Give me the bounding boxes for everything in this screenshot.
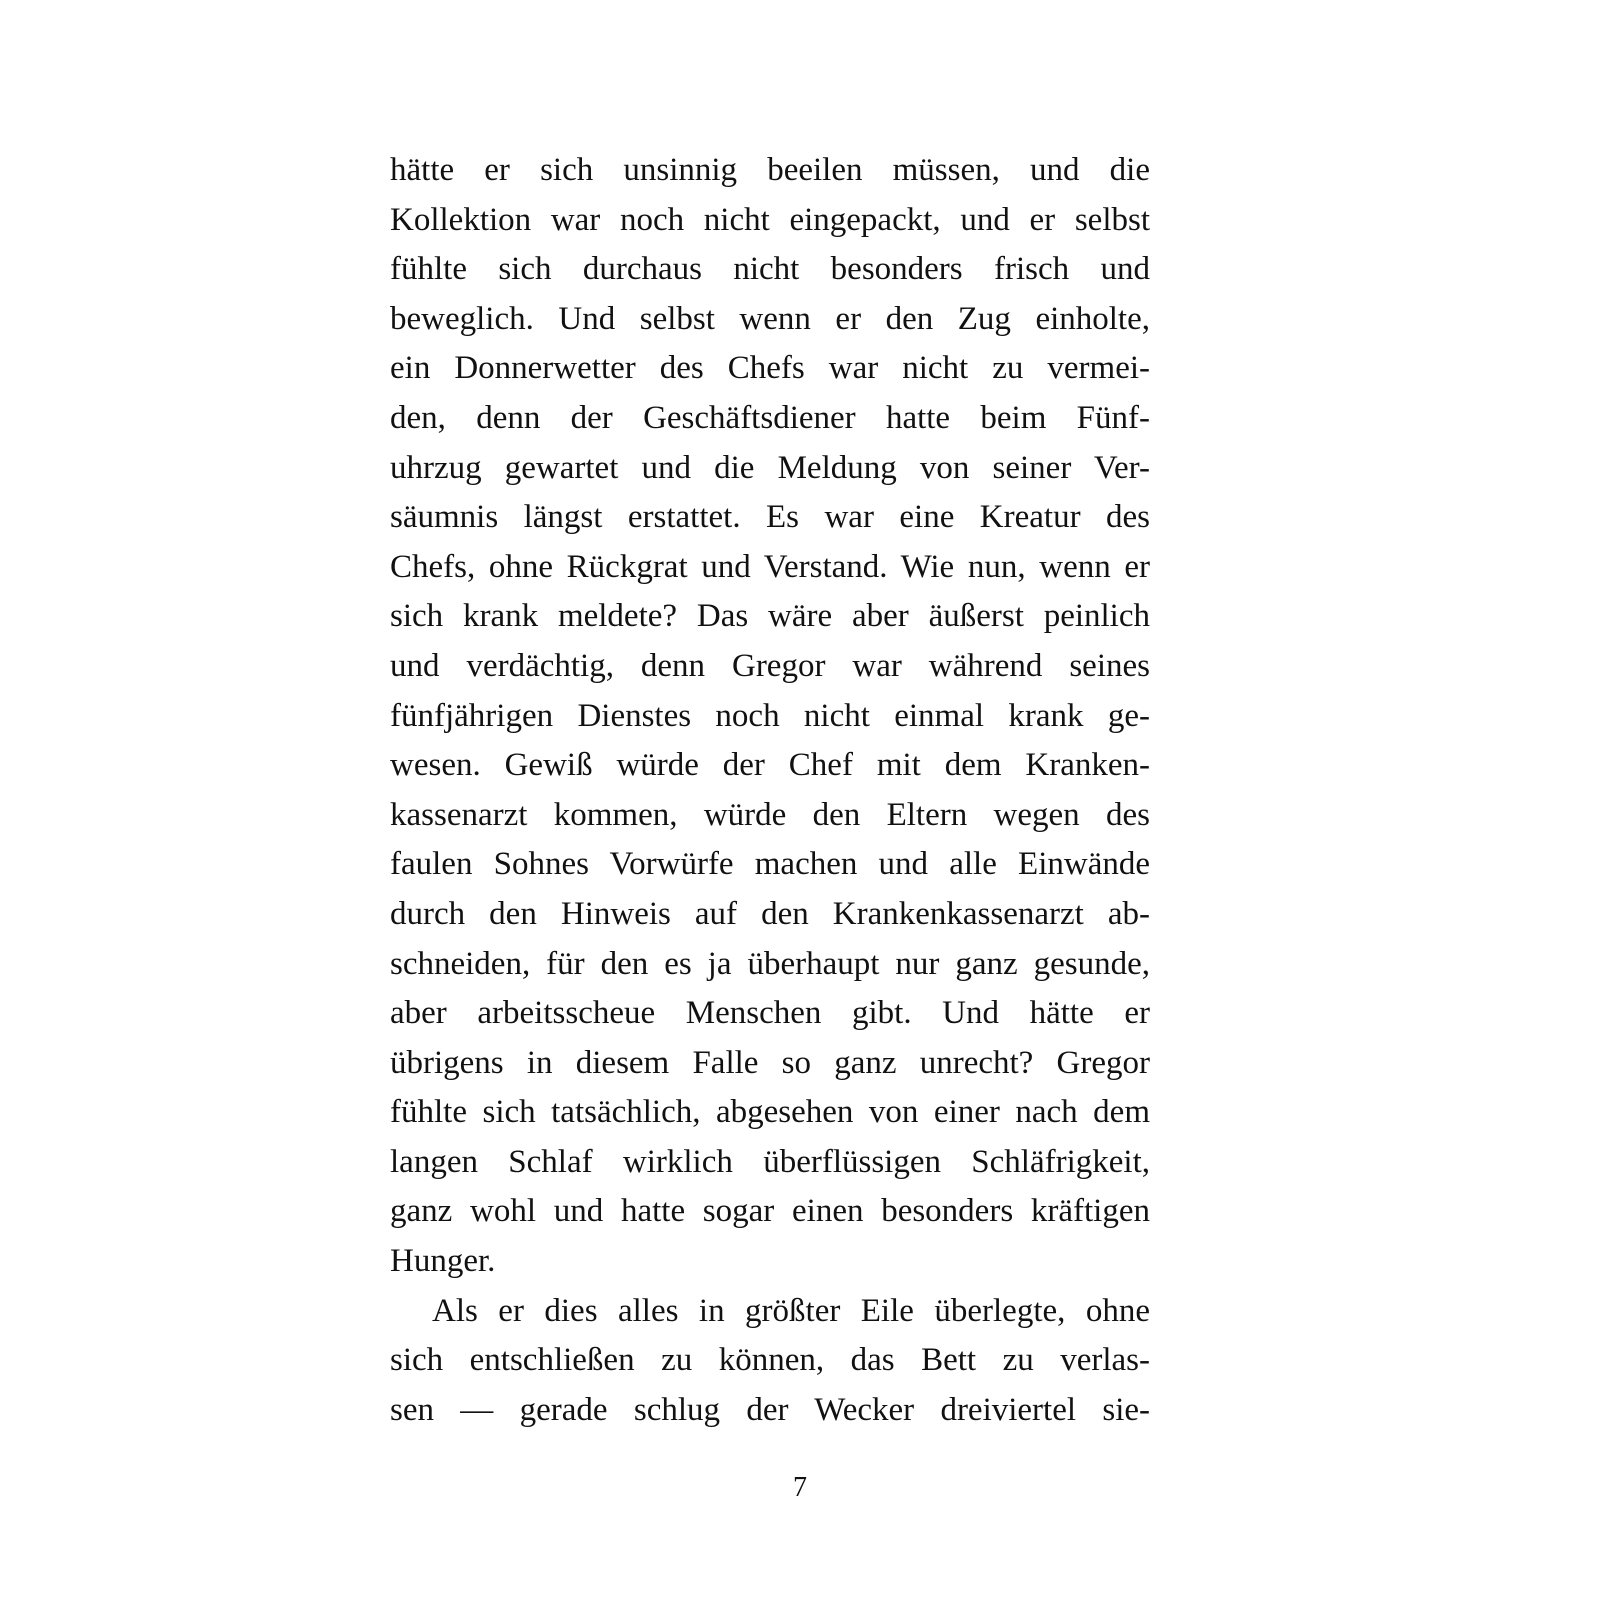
- text-line: säumnis längst erstattet. Es war eine Kreatur des: [390, 499, 1150, 536]
- text-line: kassenarzt kommen, würde den Eltern wegen des: [390, 796, 1150, 833]
- paragraph-2: [390, 1287, 1150, 1436]
- text-line: schneiden, für den es ja überhaupt nur ganz gesunde,: [390, 945, 1150, 982]
- text-line: hätte er sich unsinnig beeilen müssen, und die: [390, 152, 1150, 188]
- text-line: fühlte sich durchaus nicht besonders frisch und: [390, 251, 1150, 288]
- text-line: den, denn der Geschäftsdiener hatte beim Fünf-: [390, 399, 1150, 436]
- text-line: Hunger.: [390, 1243, 496, 1280]
- text-line: uhrzug gewartet und die Meldung von seiner Ver-: [390, 449, 1150, 486]
- text-line: Chefs, ohne Rückgrat und Verstand. Wie nun, wenn er: [390, 548, 1150, 585]
- text-line: fünfjährigen Dienstes noch nicht einmal krank ge-: [390, 697, 1150, 734]
- text-line: Als er dies alles in größter Eile überlegte, ohne: [432, 1292, 1150, 1329]
- text-line: langen Schlaf wirklich überflüssigen Schläfrigkeit,: [390, 1143, 1150, 1180]
- text-line: fühlte sich tatsächlich, abgesehen von einer nach dem: [390, 1094, 1150, 1131]
- paragraph-1: [390, 146, 1150, 1287]
- text-line: ein Donnerwetter des Chefs war nicht zu vermei-: [390, 350, 1150, 387]
- text-line: wesen. Gewiß würde der Chef mit dem Kranken-: [390, 747, 1150, 784]
- text-line: sich krank meldete? Das wäre aber äußerst peinlich: [390, 598, 1150, 635]
- body-text: [390, 146, 1150, 1435]
- page-number: 7: [793, 1472, 807, 1503]
- text-line: faulen Sohnes Vorwürfe machen und alle Einwände: [390, 846, 1150, 883]
- text-line: übrigens in diesem Falle so ganz unrecht? Gregor: [390, 1044, 1150, 1081]
- text-line: Kollektion war noch nicht eingepackt, und er selbst: [390, 201, 1150, 238]
- text-line: durch den Hinweis auf den Krankenkassenarzt ab-: [390, 895, 1150, 932]
- text-line: sich entschließen zu können, das Bett zu verlas-: [390, 1342, 1150, 1379]
- text-line: beweglich. Und selbst wenn er den Zug einholte,: [390, 300, 1150, 337]
- text-line: sen — gerade schlug der Wecker dreiviertel sie-: [390, 1391, 1150, 1428]
- text-line: aber arbeitsscheue Menschen gibt. Und hätte er: [390, 995, 1150, 1032]
- text-line: ganz wohl und hatte sogar einen besonders kräftigen: [390, 1193, 1150, 1230]
- text-line: und verdächtig, denn Gregor war während seines: [390, 647, 1150, 684]
